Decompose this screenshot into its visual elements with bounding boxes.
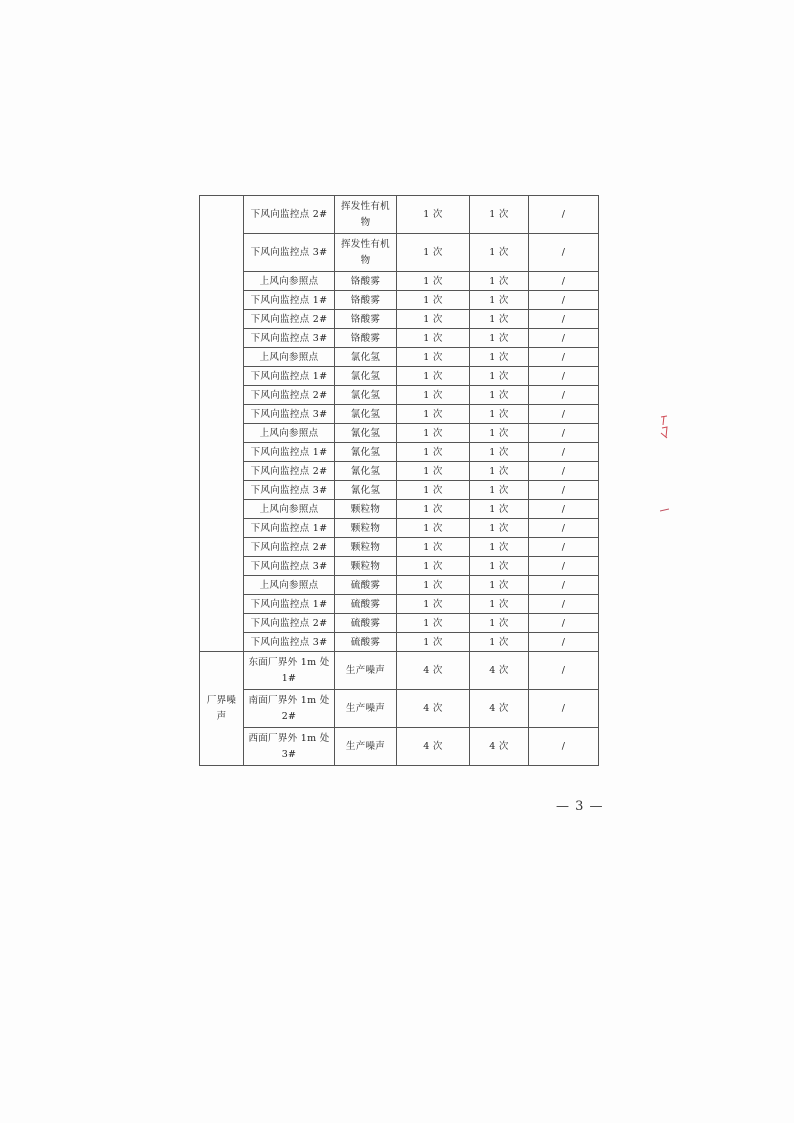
freq-a-cell: 1 次	[397, 348, 470, 367]
point-cell: 下风向监控点 1#	[244, 595, 335, 614]
table-row	[200, 519, 599, 538]
freq-b-cell: 1 次	[470, 291, 529, 310]
freq-a-cell: 1 次	[397, 329, 470, 348]
freq-a-cell: 4 次	[397, 690, 470, 728]
note-cell: /	[529, 424, 599, 443]
freq-a-cell: 1 次	[397, 386, 470, 405]
freq-a-cell: 1 次	[397, 443, 470, 462]
page-number: — 3 —	[556, 799, 604, 814]
note-cell: /	[529, 519, 599, 538]
section-label-noise: 厂界噪声	[200, 652, 244, 766]
note-cell: /	[529, 633, 599, 652]
note-cell: /	[529, 538, 599, 557]
freq-a-cell: 1 次	[397, 557, 470, 576]
item-cell: 生产噪声	[335, 728, 397, 766]
freq-b-cell: 1 次	[470, 234, 529, 272]
freq-a-cell: 1 次	[397, 291, 470, 310]
table-row	[200, 196, 599, 234]
table-row	[200, 652, 599, 690]
item-cell: 氰化氢	[335, 462, 397, 481]
note-cell: /	[529, 443, 599, 462]
note-cell: /	[529, 500, 599, 519]
item-cell: 氯化氢	[335, 386, 397, 405]
point-cell: 下风向监控点 2#	[244, 462, 335, 481]
freq-a-cell: 1 次	[397, 272, 470, 291]
point-cell: 上风向参照点	[244, 272, 335, 291]
item-cell: 硫酸雾	[335, 576, 397, 595]
freq-b-cell: 1 次	[470, 196, 529, 234]
point-cell: 南面厂界外 1m 处 2#	[244, 690, 335, 728]
note-cell: /	[529, 728, 599, 766]
note-cell: /	[529, 576, 599, 595]
point-cell: 下风向监控点 2#	[244, 196, 335, 234]
table-row	[200, 234, 599, 272]
freq-a-cell: 1 次	[397, 405, 470, 424]
note-cell: /	[529, 462, 599, 481]
note-cell: /	[529, 386, 599, 405]
item-cell: 氯化氢	[335, 367, 397, 386]
freq-a-cell: 1 次	[397, 614, 470, 633]
point-cell: 西面厂界外 1m 处 3#	[244, 728, 335, 766]
freq-a-cell: 4 次	[397, 652, 470, 690]
point-cell: 东面厂界外 1m 处 1#	[244, 652, 335, 690]
item-cell: 挥发性有机物	[335, 234, 397, 272]
point-cell: 上风向参照点	[244, 500, 335, 519]
note-cell: /	[529, 595, 599, 614]
item-cell: 硫酸雾	[335, 633, 397, 652]
freq-a-cell: 1 次	[397, 462, 470, 481]
freq-a-cell: 1 次	[397, 310, 470, 329]
note-cell: /	[529, 557, 599, 576]
freq-b-cell: 4 次	[470, 728, 529, 766]
table-row	[200, 614, 599, 633]
note-cell: /	[529, 272, 599, 291]
table-row	[200, 367, 599, 386]
freq-a-cell: 1 次	[397, 500, 470, 519]
note-cell: /	[529, 481, 599, 500]
note-cell: /	[529, 652, 599, 690]
note-cell: /	[529, 291, 599, 310]
freq-a-cell: 1 次	[397, 234, 470, 272]
section-cell-blank	[200, 196, 244, 652]
point-cell: 上风向参照点	[244, 576, 335, 595]
item-cell: 硫酸雾	[335, 595, 397, 614]
freq-b-cell: 1 次	[470, 272, 529, 291]
point-cell: 下风向监控点 3#	[244, 329, 335, 348]
freq-b-cell: 1 次	[470, 614, 529, 633]
freq-b-cell: 1 次	[470, 557, 529, 576]
freq-a-cell: 1 次	[397, 196, 470, 234]
item-cell: 生产噪声	[335, 690, 397, 728]
table-row	[200, 291, 599, 310]
freq-b-cell: 1 次	[470, 462, 529, 481]
table-row	[200, 272, 599, 291]
table-row	[200, 633, 599, 652]
note-cell: /	[529, 614, 599, 633]
point-cell: 下风向监控点 3#	[244, 405, 335, 424]
point-cell: 下风向监控点 1#	[244, 443, 335, 462]
point-cell: 下风向监控点 3#	[244, 481, 335, 500]
item-cell: 颗粒物	[335, 519, 397, 538]
table-row	[200, 481, 599, 500]
freq-b-cell: 1 次	[470, 386, 529, 405]
note-cell: /	[529, 690, 599, 728]
freq-b-cell: 1 次	[470, 538, 529, 557]
margin-dash-mark-icon	[660, 508, 669, 512]
freq-a-cell: 1 次	[397, 367, 470, 386]
table-row	[200, 595, 599, 614]
note-cell: /	[529, 310, 599, 329]
freq-b-cell: 1 次	[470, 481, 529, 500]
item-cell: 氯化氢	[335, 348, 397, 367]
point-cell: 上风向参照点	[244, 348, 335, 367]
point-cell: 下风向监控点 2#	[244, 538, 335, 557]
freq-b-cell: 4 次	[470, 690, 529, 728]
point-cell: 下风向监控点 1#	[244, 291, 335, 310]
item-cell: 氯化氢	[335, 405, 397, 424]
freq-b-cell: 4 次	[470, 652, 529, 690]
item-cell: 铬酸雾	[335, 272, 397, 291]
table-row	[200, 386, 599, 405]
point-cell: 下风向监控点 2#	[244, 386, 335, 405]
point-cell: 下风向监控点 3#	[244, 633, 335, 652]
item-cell: 铬酸雾	[335, 291, 397, 310]
monitoring-table-body	[200, 196, 599, 766]
freq-a-cell: 1 次	[397, 519, 470, 538]
item-cell: 生产噪声	[335, 652, 397, 690]
point-cell: 下风向监控点 3#	[244, 234, 335, 272]
table-row	[200, 462, 599, 481]
note-cell: /	[529, 196, 599, 234]
table-row	[200, 557, 599, 576]
freq-b-cell: 1 次	[470, 576, 529, 595]
table-row	[200, 500, 599, 519]
item-cell: 铬酸雾	[335, 329, 397, 348]
point-cell: 下风向监控点 1#	[244, 519, 335, 538]
freq-b-cell: 1 次	[470, 595, 529, 614]
table-row	[200, 405, 599, 424]
item-cell: 颗粒物	[335, 500, 397, 519]
note-cell: /	[529, 234, 599, 272]
point-cell: 上风向参照点	[244, 424, 335, 443]
freq-b-cell: 1 次	[470, 424, 529, 443]
point-cell: 下风向监控点 2#	[244, 614, 335, 633]
item-cell: 硫酸雾	[335, 614, 397, 633]
table-row	[200, 348, 599, 367]
freq-b-cell: 1 次	[470, 367, 529, 386]
table-row	[200, 728, 599, 766]
table-row	[200, 310, 599, 329]
item-cell: 挥发性有机物	[335, 196, 397, 234]
item-cell: 氰化氢	[335, 481, 397, 500]
item-cell: 铬酸雾	[335, 310, 397, 329]
note-cell: /	[529, 405, 599, 424]
freq-b-cell: 1 次	[470, 348, 529, 367]
freq-a-cell: 1 次	[397, 595, 470, 614]
note-cell: /	[529, 367, 599, 386]
freq-a-cell: 1 次	[397, 538, 470, 557]
item-cell: 颗粒物	[335, 557, 397, 576]
freq-a-cell: 4 次	[397, 728, 470, 766]
freq-a-cell: 1 次	[397, 424, 470, 443]
note-cell: /	[529, 348, 599, 367]
table-row	[200, 443, 599, 462]
table-row	[200, 538, 599, 557]
table-row	[200, 424, 599, 443]
item-cell: 氰化氢	[335, 443, 397, 462]
margin-ink-mark-icon	[659, 415, 669, 440]
freq-a-cell: 1 次	[397, 633, 470, 652]
table-row	[200, 576, 599, 595]
point-cell: 下风向监控点 2#	[244, 310, 335, 329]
table-row	[200, 329, 599, 348]
item-cell: 颗粒物	[335, 538, 397, 557]
point-cell: 下风向监控点 1#	[244, 367, 335, 386]
freq-b-cell: 1 次	[470, 443, 529, 462]
item-cell: 氰化氢	[335, 424, 397, 443]
note-cell: /	[529, 329, 599, 348]
freq-b-cell: 1 次	[470, 500, 529, 519]
point-cell: 下风向监控点 3#	[244, 557, 335, 576]
freq-b-cell: 1 次	[470, 405, 529, 424]
freq-a-cell: 1 次	[397, 481, 470, 500]
freq-b-cell: 1 次	[470, 310, 529, 329]
freq-a-cell: 1 次	[397, 576, 470, 595]
freq-b-cell: 1 次	[470, 329, 529, 348]
monitoring-table	[199, 195, 599, 766]
freq-b-cell: 1 次	[470, 633, 529, 652]
freq-b-cell: 1 次	[470, 519, 529, 538]
table-row	[200, 690, 599, 728]
